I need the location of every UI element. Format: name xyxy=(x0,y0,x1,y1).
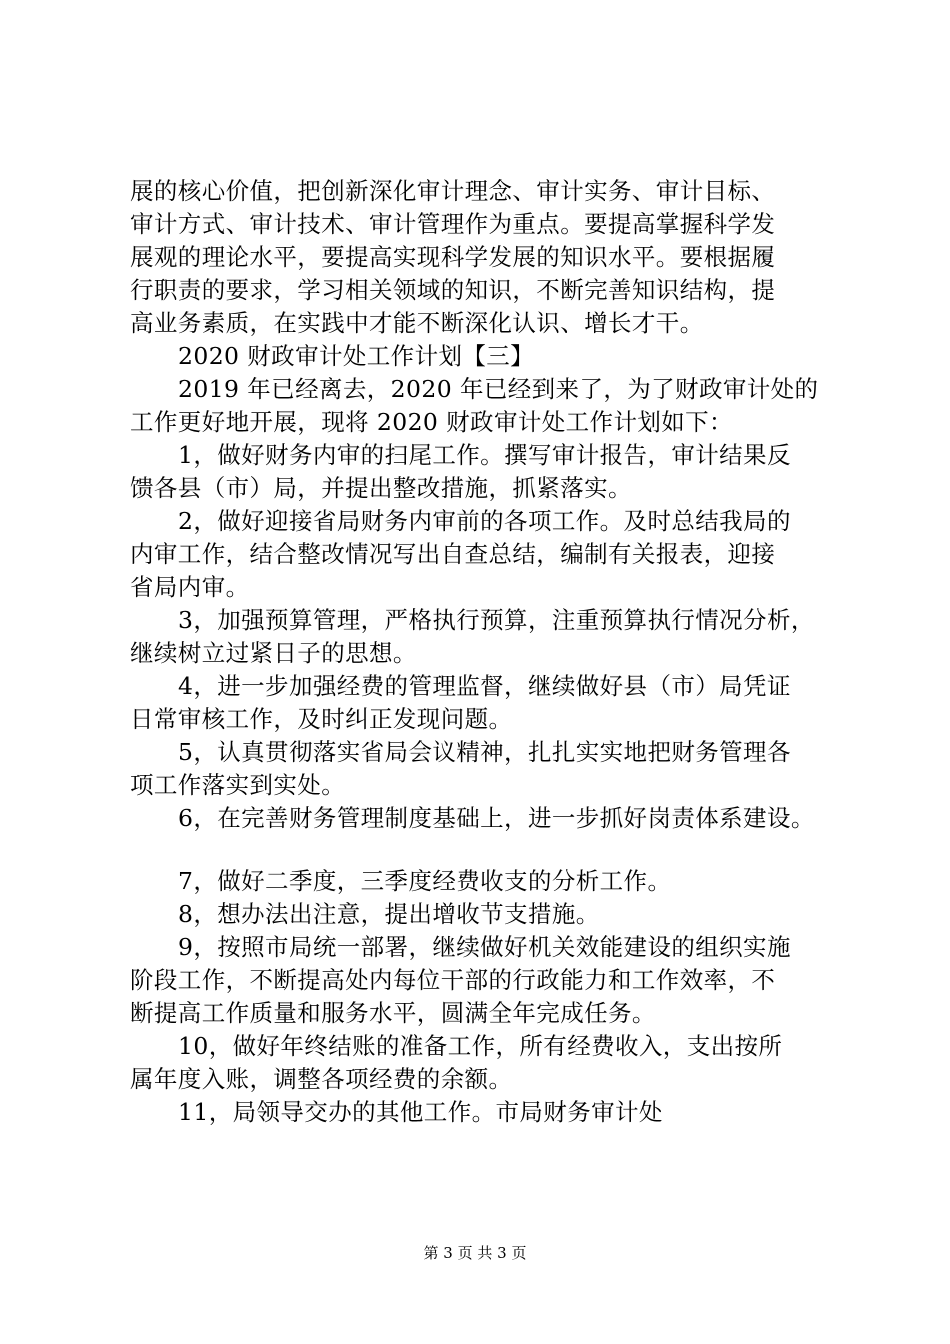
list-item: 7，做好二季度，三季度经费收支的分析工作。 xyxy=(178,867,672,895)
list-item: 11，局领导交办的其他工作。市局财务审计处 xyxy=(178,1098,663,1126)
text-line: 工作更好地开展，现将 2020 财政审计处工作计划如下： xyxy=(130,408,733,436)
text-line: 内审工作，结合整改情况写出自查总结，编制有关报表，迎接 xyxy=(130,540,776,568)
list-item: 5，认真贯彻落实省局会议精神，扎扎实实地把财务管理各 xyxy=(178,738,791,766)
list-item: 9，按照市局统一部署，继续做好机关效能建设的组织实施 xyxy=(178,933,791,961)
text-line: 项工作落实到实处。 xyxy=(130,771,346,799)
text-line: 省局内审。 xyxy=(130,573,250,601)
text-line: 展观的理论水平，要提高实现科学发展的知识水平。要根据履 xyxy=(130,243,776,271)
text-line: 馈各县（市）局，并提出整改措施，抓紧落实。 xyxy=(130,474,632,502)
text-line: 属年度入账，调整各项经费的余额。 xyxy=(130,1065,513,1093)
text-line: 断提高工作质量和服务水平，圆满全年完成任务。 xyxy=(130,999,656,1027)
text-line: 审计方式、审计技术、审计管理作为重点。要提高掌握科学发 xyxy=(130,210,776,238)
list-item: 8，想办法出注意，提出增收节支措施。 xyxy=(178,900,600,928)
text-line: 继续树立过紧日子的思想。 xyxy=(130,639,417,667)
text-line: 2019 年已经离去，2020 年已经到来了，为了财政审计处的 xyxy=(178,375,819,403)
text-line: 展的核心价值，把创新深化审计理念、审计实务、审计目标、 xyxy=(130,177,776,205)
text-line: 行职责的要求，学习相关领域的知识，不断完善知识结构，提 xyxy=(130,276,776,304)
page-footer: 第 3 页 共 3 页 xyxy=(423,1244,527,1262)
text-line: 高业务素质，在实践中才能不断深化认识、增长才干。 xyxy=(130,309,704,337)
text-line: 阶段工作，不断提高处内每位干部的行政能力和工作效率，不 xyxy=(130,966,776,994)
list-item: 10，做好年终结账的准备工作，所有经费收入，支出按所 xyxy=(178,1032,783,1060)
list-item: 3，加强预算管理，严格执行预算，注重预算执行情况分析， xyxy=(178,606,815,634)
text-line: 日常审核工作，及时纠正发现问题。 xyxy=(130,705,513,733)
list-item: 4，进一步加强经费的管理监督，继续做好县（市）局凭证 xyxy=(178,672,791,700)
section-heading: 2020 财政审计处工作计划【三】 xyxy=(178,342,535,370)
list-item: 1，做好财务内审的扫尾工作。撰写审计报告，审计结果反 xyxy=(178,441,791,469)
list-item: 6，在完善财务管理制度基础上，进一步抓好岗责体系建设。 xyxy=(178,804,815,832)
list-item: 2，做好迎接省局财务内审前的各项工作。及时总结我局的 xyxy=(178,507,791,535)
